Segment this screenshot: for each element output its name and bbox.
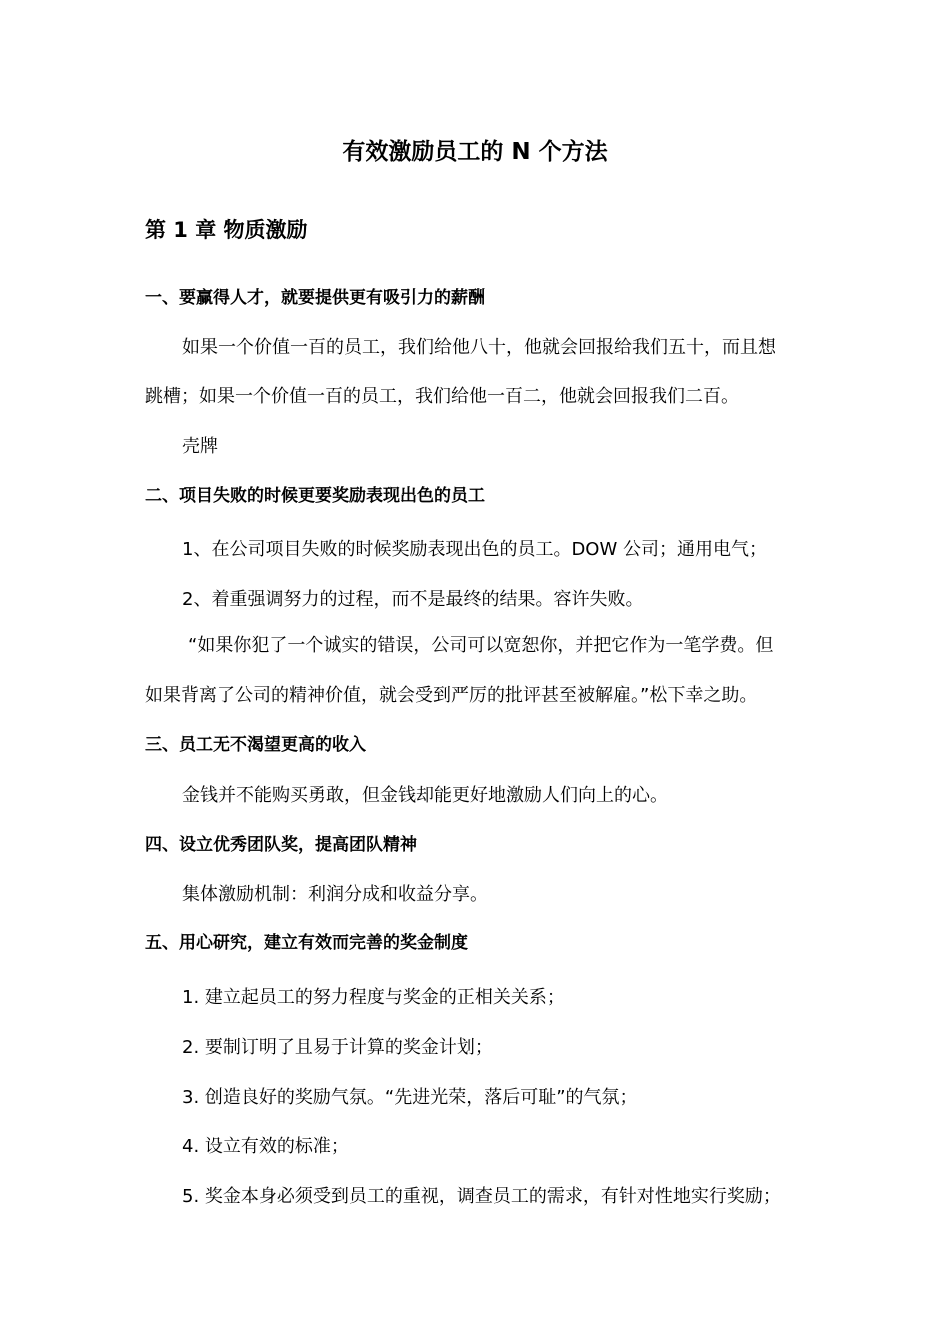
list-item: 5. 奖金本身必须受到员工的重视，调查员工的需求，有针对性地实行奖励； bbox=[182, 1186, 781, 1207]
list-item: 2. 要制订明了且易于计算的奖金计划； bbox=[182, 1037, 493, 1058]
list-item: 3. 创造良好的奖励气氛。“先进光荣，落后可耻”的气氛； bbox=[182, 1087, 638, 1108]
paragraph-line: 如果一个价值一百的员工，我们给他八十，他就会回报给我们五十，而且想 bbox=[182, 337, 776, 358]
section-heading-5: 五、用心研究，建立有效而完善的奖金制度 bbox=[145, 933, 468, 953]
list-item: 1、在公司项目失败的时候奖励表现出色的员工。DOW 公司；通用电气； bbox=[182, 539, 767, 560]
list-item: 2、着重强调努力的过程，而不是最终的结果。容许失败。 bbox=[182, 589, 644, 610]
paragraph-line: 跳槽；如果一个价值一百的员工，我们给他一百二，他就会回报我们二百。 bbox=[145, 386, 739, 407]
paragraph-line: 壳牌 bbox=[182, 436, 218, 457]
section-heading-1: 一、要赢得人才，就要提供更有吸引力的薪酬 bbox=[145, 288, 485, 308]
section-heading-4: 四、设立优秀团队奖，提高团队精神 bbox=[145, 835, 417, 855]
section-heading-2: 二、项目失败的时候更要奖励表现出色的员工 bbox=[145, 486, 485, 506]
quote-line: 如果背离了公司的精神价值，就会受到严厉的批评甚至被解雇。”松下幸之助。 bbox=[145, 685, 758, 706]
section-heading-3: 三、员工无不渴望更高的收入 bbox=[145, 735, 366, 755]
document-title: 有效激励员工的 N 个方法 bbox=[342, 139, 608, 165]
list-item: 1. 建立起员工的努力程度与奖金的正相关关系； bbox=[182, 987, 565, 1008]
list-item: 4. 设立有效的标准； bbox=[182, 1136, 349, 1157]
chapter-heading: 第 1 章 物质激励 bbox=[145, 218, 308, 242]
quote-line: “如果你犯了一个诚实的错误，公司可以宽恕你，并把它作为一笔学费。但 bbox=[188, 635, 774, 656]
paragraph-line: 集体激励机制：利润分成和收益分享。 bbox=[182, 884, 488, 905]
paragraph-line: 金钱并不能购买勇敢，但金钱却能更好地激励人们向上的心。 bbox=[182, 785, 668, 806]
